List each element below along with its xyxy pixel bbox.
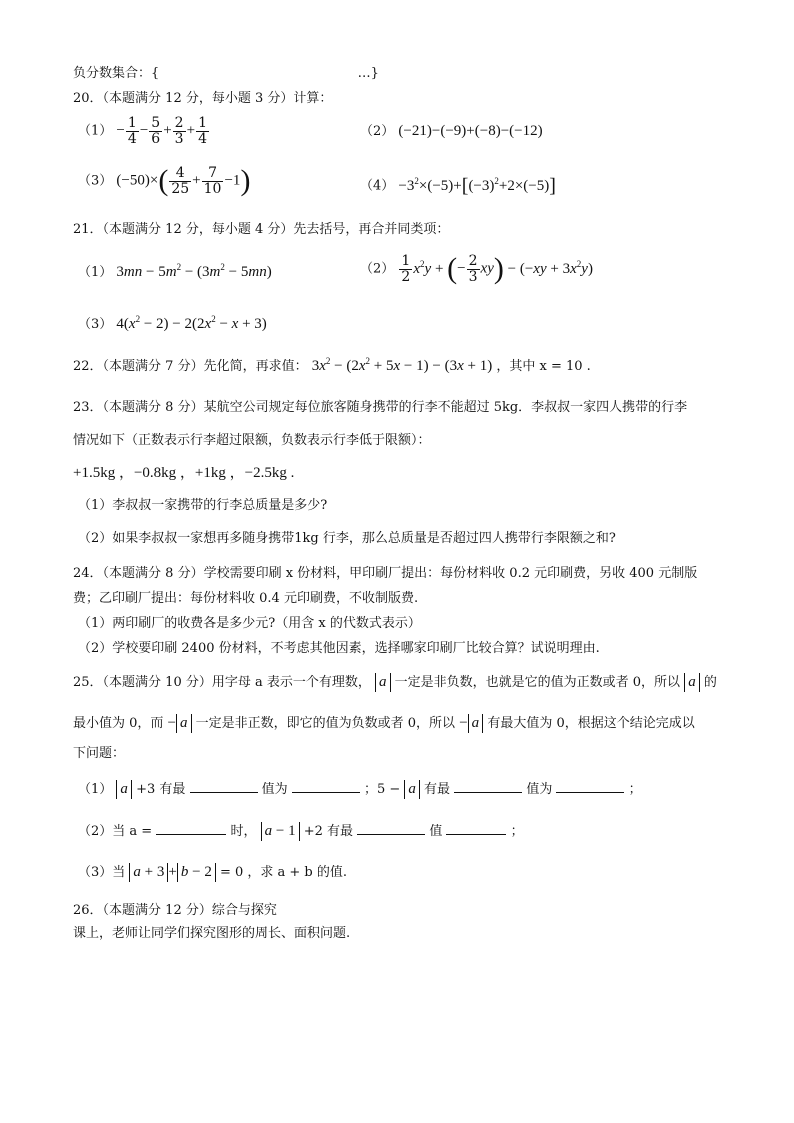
q26-line: 课上，老师让同学们探究图形的周长、面积问题. bbox=[73, 926, 351, 941]
abs-a-4: a bbox=[468, 714, 484, 733]
q25-line-1b: 一定是非负数，也就是它的值为正数或者 0，所以 bbox=[394, 675, 681, 690]
q25-line-2c: 有最大值为 0，根据这个结论完成以 bbox=[487, 716, 695, 731]
q25-line-2a: 最小值为 0，而 bbox=[73, 716, 164, 731]
q20-item-3-label: （3） bbox=[78, 173, 113, 189]
abs-a-5: a bbox=[116, 780, 132, 799]
q20-item-2: （2） (−21)−(−9)+(−8)−(−12) bbox=[360, 123, 543, 139]
q25-part-1d: 有最 bbox=[424, 782, 451, 797]
abs-a-plus-3: a + 3 bbox=[129, 863, 168, 882]
q23-line-2: 情况如下（正数表示行李超过限额，负数表示行李低于限额）： bbox=[73, 433, 431, 448]
q20-item-1: （1） − $\frac{1}{4}$ − $\frac{5}{6}$ + $\frac{2}{3}$ + $\frac{1}{4}$ bbox=[78, 115, 207, 147]
q26-heading: 26．（本题满分 12 分）综合与探究 bbox=[73, 903, 277, 918]
q20-item-4: $(4) -3^2\times(-5)+[(-3)^2+2\times(-5)]$ bbox=[360, 175, 556, 197]
abs-a-3: a bbox=[176, 714, 192, 733]
answer-blank[interactable] bbox=[190, 780, 258, 793]
answer-blank[interactable] bbox=[357, 822, 425, 835]
q25-part-2c: 值 bbox=[429, 824, 443, 839]
q25-line-1c: 的 bbox=[703, 675, 717, 690]
q23-values: +1.5kg ，−0.8kg ，+1kg ，−2.5kg . bbox=[73, 465, 295, 481]
q25-line-2b: 一定是非正数，即它的值为负数或者 0，所以 bbox=[195, 716, 456, 731]
answer-blank[interactable] bbox=[156, 822, 226, 835]
q20-item-4-label: （4） bbox=[360, 178, 395, 194]
q24-line-2: 费；乙印刷厂提出：每份材料收 0.4 元印刷费，不收制版费. bbox=[73, 591, 419, 606]
q21-item-1-label: （1） bbox=[78, 265, 113, 280]
abs-b-minus-2: b − 2 bbox=[177, 863, 216, 882]
q25-part-2b: +2 有最 bbox=[303, 824, 354, 839]
q19-label: 负分数集合：{ bbox=[73, 66, 160, 81]
q25-part-1b: 值为 bbox=[261, 782, 288, 797]
q23-line-1: 23．（本题满分 8 分）某航空公司规定每位旅客随身携带的行李不能超过 5kg．李叔叔一家四人携带的行李 bbox=[73, 400, 688, 415]
q25-part-2d: ； bbox=[510, 824, 524, 839]
q19-negative-set bbox=[73, 66, 379, 82]
q20-heading: 20．（本题满分 12 分，每小题 3 分）计算： bbox=[73, 91, 333, 106]
q25-part-3a: = 0 ，求 a + b 的值. bbox=[219, 865, 348, 880]
answer-blank[interactable] bbox=[454, 780, 522, 793]
q20-item-1-label: （1） bbox=[78, 123, 113, 139]
answer-blank[interactable] bbox=[292, 780, 360, 793]
q21-item-2-label: （2） bbox=[360, 261, 395, 277]
abs-a-6: a bbox=[404, 780, 420, 799]
q21-item-3-label: （3） bbox=[78, 317, 113, 332]
q25-part-1f: ； bbox=[628, 782, 642, 797]
q22-heading: 22．（本题满分 7 分）先化简，再求值： bbox=[73, 359, 308, 374]
q25-part-1 bbox=[78, 780, 642, 799]
abs-a-2: a bbox=[684, 673, 700, 692]
q22: 22．（本题满分 7 分）先化简，再求值： $3x^2 - (2x^2 + 5x - 1) - (3x + 1)$ ，其中 x = 10 . bbox=[73, 356, 591, 374]
q25-part-3-label: （3）当 bbox=[78, 865, 126, 880]
q23-part-1: （1）李叔叔一家携带的行李总质量是多少? bbox=[78, 498, 328, 513]
answer-blank[interactable] bbox=[556, 780, 624, 793]
q24-part-2: （2）学校要印刷 2400 份材料，不考虑其他因素，选择哪家印刷厂比较合算？试说明理由. bbox=[78, 641, 600, 656]
q21-item-1: （1） $3mn - 5m^2 - (3m^2 - 5mn)$ bbox=[78, 262, 272, 280]
q25-part-1c: ；5 − bbox=[363, 782, 401, 797]
q23-part-2: （2）如果李叔叔一家想再多随身携带1kg 行李，那么总质量是否超过四人携带行李限额之和? bbox=[78, 531, 616, 546]
q24-part-1: （1）两印刷厂的收费各是多少元?（用含 x 的代数式表示） bbox=[78, 616, 421, 631]
q21-item-2: （2） $\frac{1}{2}$ $x^2y$ + (− $\frac{2}{3}$ $xy) - (-xy + 3x^2y)$ bbox=[360, 252, 593, 286]
q21-item-3: （3） $4(x^2 - 2) - 2(2x^2 - x + 3)$ bbox=[78, 314, 267, 332]
q25-part-1-label: （1） bbox=[78, 782, 113, 797]
q25-line-1 bbox=[73, 673, 717, 692]
q24-line-1: 24．（本题满分 8 分）学校需要印刷 x 份材料，甲印刷厂提出：每份材料收 0.2 元印刷费，另收 400 元制版 bbox=[73, 566, 698, 581]
q25-part-2 bbox=[78, 822, 524, 841]
answer-blank[interactable] bbox=[446, 822, 506, 835]
q25-part-3: （3）当 a + 3 + b − 2 = 0 ，求 a + b 的值. bbox=[78, 864, 348, 880]
abs-a-1: a bbox=[375, 673, 391, 692]
q25-part-2a: 时， bbox=[230, 824, 257, 839]
q20-item-2-label: （2） bbox=[360, 124, 395, 139]
abs-a-minus-1: a − 1 bbox=[261, 822, 300, 841]
q25-part-1a: +3 有最 bbox=[136, 782, 186, 797]
q25-line-1a: 25．（本题满分 10 分）用字母 a 表示一个有理数， bbox=[73, 675, 371, 690]
q21-heading: 21．（本题满分 12 分，每小题 4 分）先去括号，再合并同类项： bbox=[73, 222, 450, 237]
q25-part-1e: 值为 bbox=[526, 782, 553, 797]
q25-line-2: 最小值为 0，而 − a 一定是非正数，即它的值为负数或者 0，所以 − a 有最大值为 0，根据这个结论完成以 bbox=[73, 715, 695, 731]
q25-part-2-label: （2）当 a = bbox=[78, 824, 153, 839]
q22-tail: ，其中 x = 10 . bbox=[496, 359, 591, 374]
q25-line-3: 下问题： bbox=[73, 746, 126, 761]
q20-item-3: （3） (−50)×( $\frac{4}{25}$ + $\frac{7}{10}$ −1) bbox=[78, 164, 251, 198]
q19-end: …} bbox=[357, 66, 379, 81]
